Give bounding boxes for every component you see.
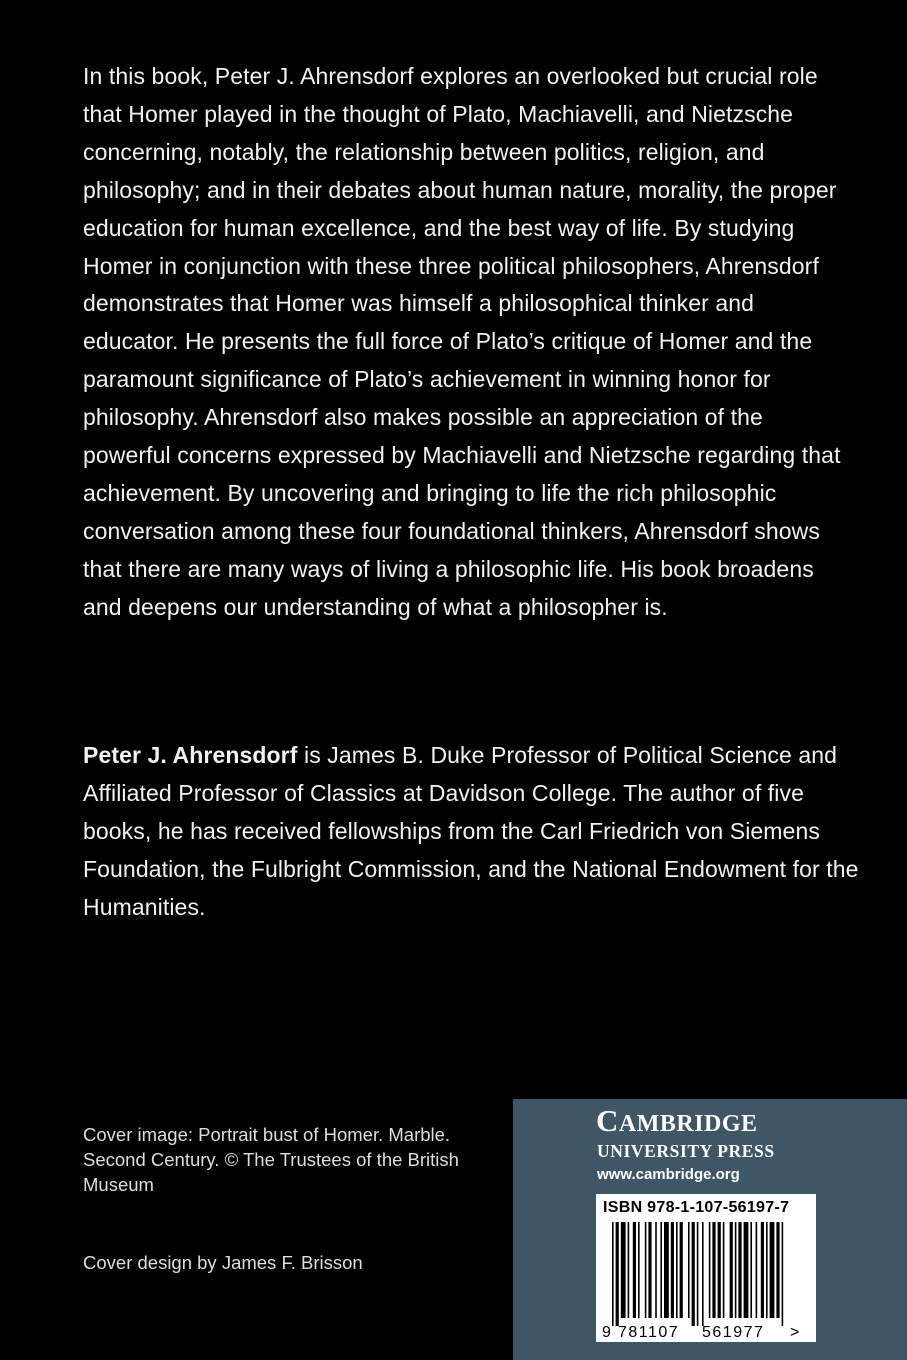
barcode-bar bbox=[638, 1222, 640, 1318]
barcode-digits-left: 781107 bbox=[618, 1324, 680, 1341]
barcode-bar bbox=[761, 1222, 764, 1318]
author-name: Peter J. Ahrensdorf bbox=[83, 742, 298, 768]
barcode-bar bbox=[723, 1222, 725, 1318]
publisher-subtitle: UNIVERSITY PRESS bbox=[597, 1141, 775, 1161]
barcode-bar bbox=[712, 1222, 715, 1318]
barcode-bar bbox=[730, 1222, 733, 1318]
author-bio bbox=[83, 737, 863, 927]
barcode-bar bbox=[645, 1222, 647, 1318]
barcode-bar bbox=[782, 1222, 784, 1326]
barcode-bar bbox=[750, 1222, 752, 1318]
barcode-bar bbox=[671, 1222, 674, 1318]
barcode-bar bbox=[756, 1222, 758, 1318]
barcode-bar bbox=[664, 1222, 669, 1318]
barcode-bar bbox=[648, 1222, 651, 1318]
barcode-bar bbox=[688, 1222, 690, 1318]
barcode-bar bbox=[616, 1222, 619, 1326]
book-description: In this book, Peter J. Ahrensdorf explores an overlooked but crucial role that Homer played in the thought of Plato, Machiavelli, and Nietzsche concerning, notably, the relationship between politics, religion, and philosophy; and in their debates about human nature, morality, the proper education for human excellence, and the best way of life. By studying Homer in conjunction with these three political philosophers, Ahrensdorf demonstrates that Homer was himself a philosophical thinker and educator. He presents the full force of Plato’s critique of Homer and the paramount significance of Plato’s achievement in winning honor for philosophy. Ahrensdorf also makes possible an appreciation of the powerful concerns expressed by Machiavelli and Nietzsche regarding that achievement. By uncovering and bringing to life the rich philosophic conversation among these four foundational thinkers, Ahrensdorf shows that there are many ways of living a philosophic life. His book broadens and deepens our understanding of what a philosopher is. bbox=[83, 63, 841, 620]
barcode-bar bbox=[738, 1222, 741, 1318]
publisher-url: www.cambridge.org bbox=[597, 1166, 740, 1183]
barcode-graphic bbox=[596, 1194, 816, 1342]
barcode-bar bbox=[744, 1222, 749, 1318]
barcode-bar bbox=[680, 1222, 683, 1318]
barcode-quiet-mark: > bbox=[790, 1324, 800, 1341]
barcode-bar bbox=[697, 1222, 699, 1326]
publisher-logo-name: CAMBRIDGE bbox=[596, 1103, 758, 1138]
barcode-bar bbox=[766, 1222, 768, 1318]
barcode-bar bbox=[718, 1222, 721, 1318]
barcode-bar bbox=[633, 1222, 636, 1318]
barcode-bar bbox=[709, 1222, 711, 1318]
barcode-bar bbox=[612, 1222, 614, 1326]
cover-image-credit: Cover image: Portrait bust of Homer. Marble. Second Century. © The Trustees of the British Museum bbox=[83, 1124, 459, 1195]
barcode-bar bbox=[660, 1222, 662, 1318]
barcode-bar bbox=[735, 1222, 737, 1318]
barcode-bar bbox=[776, 1222, 779, 1318]
author-bio-text: is James B. Duke Professor of Political Science and Affiliated Professor of Classics at Davidson College. The author of five books, he has received fellowships from the Carl Friedrich von Siemens Foundation, the Fulbright Commission, and the National Endowment for the Humanities. bbox=[83, 742, 859, 920]
barcode-bar bbox=[628, 1222, 630, 1318]
barcode-digits-right: 561977 bbox=[702, 1324, 765, 1341]
barcode-bar bbox=[770, 1222, 775, 1318]
barcode-digit-lead: 9 bbox=[602, 1324, 611, 1341]
cover-design-credit: Cover design by James F. Brisson bbox=[83, 1252, 363, 1273]
barcode-bar bbox=[621, 1222, 626, 1318]
isbn-label: ISBN 978-1-107-56197-7 bbox=[603, 1199, 790, 1216]
barcode-bar bbox=[655, 1222, 657, 1318]
barcode-bar bbox=[702, 1222, 704, 1326]
barcode-bar bbox=[692, 1222, 695, 1326]
barcode-bar bbox=[676, 1222, 678, 1318]
